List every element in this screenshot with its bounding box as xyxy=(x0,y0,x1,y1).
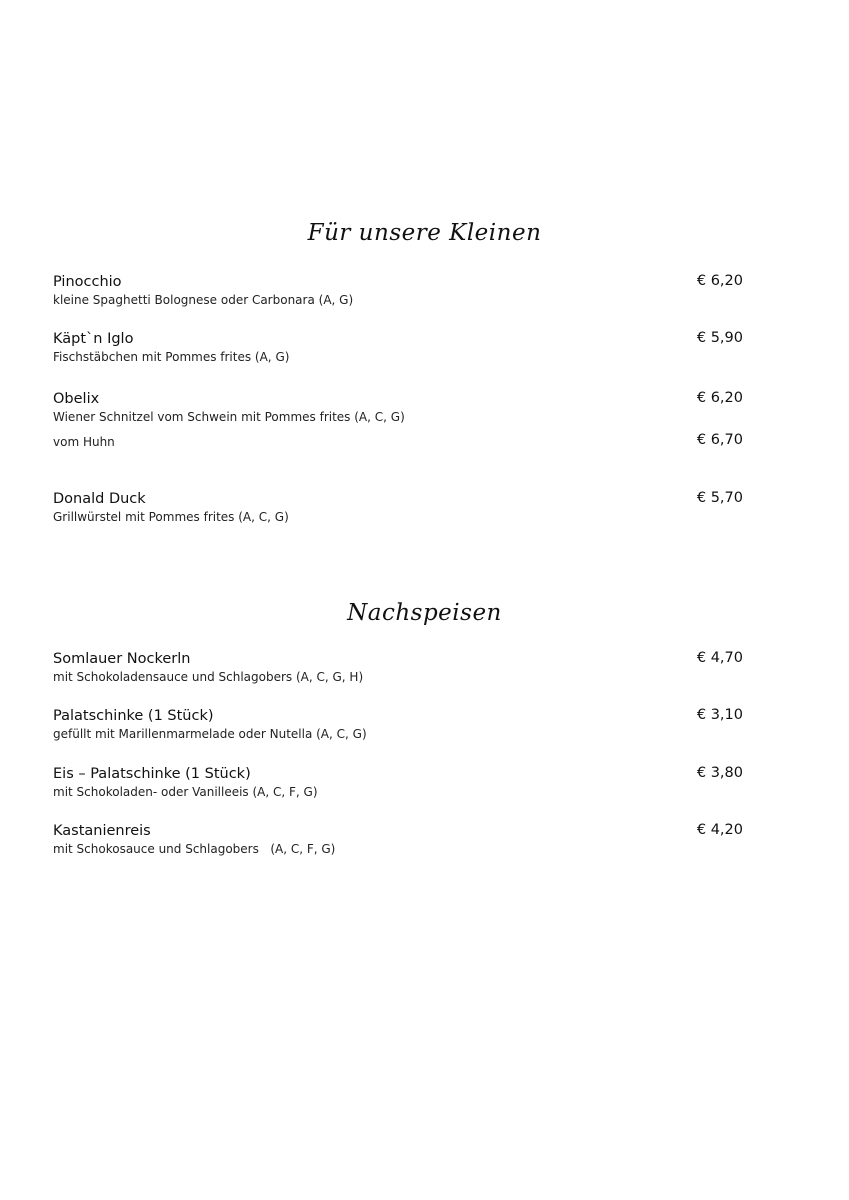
item-description: mit Schokosauce und Schlagobers (A, C, F, G) xyxy=(53,842,336,856)
menu-item xyxy=(53,328,743,366)
menu-item xyxy=(53,820,743,858)
item-name: Käpt`n Iglo xyxy=(53,331,134,347)
menu-item xyxy=(53,271,743,309)
item-name: Somlauer Nockerln xyxy=(53,651,191,667)
item-price: € 4,20 xyxy=(696,822,743,838)
variant-description: vom Huhn xyxy=(53,435,115,449)
item-price: € 5,70 xyxy=(696,490,743,506)
item-price: € 6,20 xyxy=(696,273,743,289)
item-description: Fischstäbchen mit Pommes frites (A, G) xyxy=(53,350,290,364)
menu-item xyxy=(53,705,743,743)
item-description: Grillwürstel mit Pommes frites (A, C, G) xyxy=(53,510,289,524)
menu-item xyxy=(53,488,743,526)
item-name: Donald Duck xyxy=(53,491,146,507)
item-name: Palatschinke (1 Stück) xyxy=(53,708,214,724)
menu-item-variant xyxy=(53,429,743,449)
item-description: mit Schokoladen- oder Vanilleeis (A, C, F, G) xyxy=(53,785,318,799)
item-price: € 6,20 xyxy=(696,390,743,406)
menu-item xyxy=(53,648,743,686)
item-price: € 3,10 xyxy=(696,707,743,723)
menu-item xyxy=(53,763,743,801)
variant-price: € 6,70 xyxy=(696,432,743,448)
menu-item xyxy=(53,388,743,426)
item-description: kleine Spaghetti Bolognese oder Carbonara (A, G) xyxy=(53,293,354,307)
item-price: € 4,70 xyxy=(696,650,743,666)
item-name: Kastanienreis xyxy=(53,823,151,839)
item-price: € 3,80 xyxy=(696,765,743,781)
item-price: € 5,90 xyxy=(696,330,743,346)
item-description: Wiener Schnitzel vom Schwein mit Pommes frites (A, C, G) xyxy=(53,410,405,424)
item-name: Obelix xyxy=(53,391,100,407)
item-description: mit Schokoladensauce und Schlagobers (A, C, G, H) xyxy=(53,670,364,684)
section-title-kids: Für unsere Kleinen xyxy=(307,220,542,246)
item-name: Eis – Palatschinke (1 Stück) xyxy=(53,766,251,782)
item-name: Pinocchio xyxy=(53,274,122,290)
item-description: gefüllt mit Marillenmarmelade oder Nutella (A, C, G) xyxy=(53,727,367,741)
section-title-desserts: Nachspeisen xyxy=(347,600,502,626)
